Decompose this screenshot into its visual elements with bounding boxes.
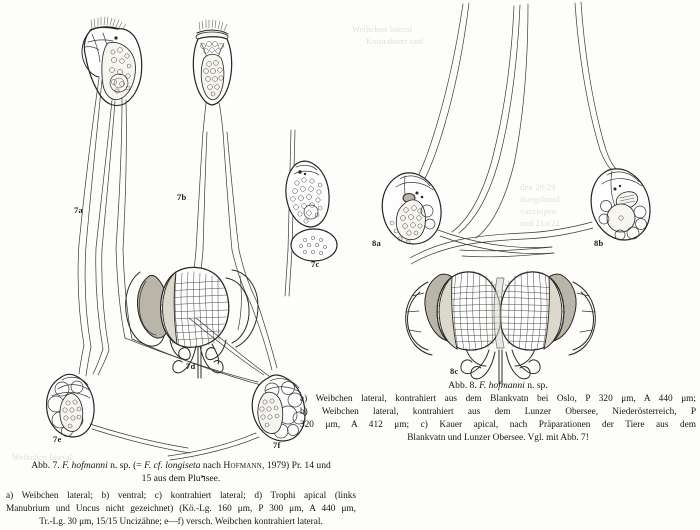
caption-7-line-c: Tr.-Lg. 30 μm, 15/15 Uncizähne; e—f) versch. Weibchen kontrahiert lateral. — [39, 517, 323, 528]
bleed-through-text: Weibchen lateral — [352, 24, 413, 34]
figure-label-7f: 7f — [273, 440, 281, 450]
caption-7-body — [6, 490, 356, 529]
caption-7-species: F. hofmanni — [62, 460, 108, 471]
caption-7-title-line-2: 15 aus dem Pluߤsee. — [141, 472, 221, 484]
figure-label-7e: 7e — [53, 434, 62, 444]
caption-figure-7 — [6, 460, 356, 529]
specimen-7e-drawing — [47, 345, 190, 453]
specimen-7c-drawing — [285, 130, 337, 296]
figure-label-8b: 8b — [594, 238, 604, 248]
trophi-8c-drawing — [406, 271, 596, 384]
caption-8-title-prefix: Abb. 8. — [448, 380, 480, 391]
figure-label-7b: 7b — [177, 192, 187, 202]
setae-7a-lower — [78, 244, 132, 350]
caption-7-title-ref: , 1979) Pr. 14 und — [262, 460, 331, 471]
figure-label-8a: 8a — [372, 238, 382, 248]
caption-8-line-d: Blankvatn und Lunzer Obersee. Vgl. mit Abb. 7! — [407, 432, 589, 443]
caption-8-body — [300, 393, 696, 445]
figure-label-8c: 8c — [450, 366, 459, 376]
specimen-8b-drawing — [524, 2, 650, 240]
caption-7-title-prefix: Abb. 7. — [31, 460, 63, 471]
caption-figure-8 — [300, 380, 696, 445]
bleed-through-text: den 28/29 — [520, 182, 556, 192]
caption-7-synonym: F. cf. longiseta — [144, 460, 201, 471]
bleed-through-text: thingshund — [520, 194, 560, 204]
figure-label-7c: 7c — [311, 259, 320, 269]
caption-7-title-nach: nach — [200, 460, 224, 471]
caption-8-line-c: 320 μm, A 412 μm; c) Kauer apical, nach Präparationen der Tiere aus dem — [300, 419, 696, 430]
caption-7-line-b: Manubrium und Uncus nicht gezeichnet) (Kö.-Lg. 160 μm, P 300 μm, A 440 μm, — [6, 504, 356, 515]
caption-7-line-a: a) Weibchen lateral; b) ventral; c) kontrahiert lateral; d) Trophi apical (links — [6, 491, 356, 502]
caption-8-title-suffix: n. sp. — [524, 380, 548, 391]
specimen-7a-drawing — [79, 17, 142, 249]
figure-label-7a: 7a — [74, 205, 84, 215]
caption-8-line-b: b) Weibchen lateral, kontrahiert aus dem Lunzer Obersee, Niederösterreich, P — [300, 406, 696, 417]
bleed-through-text: Weibchen lateral — [12, 452, 73, 462]
bleed-through-text: vacciopen — [520, 206, 557, 216]
caption-7-title-line-1 — [6, 460, 356, 473]
caption-8-species: F. hofmanni — [479, 380, 525, 391]
specimen-7b-drawing — [193, 20, 239, 250]
caption-8-title — [300, 380, 696, 393]
specimen-8a-drawing — [382, 3, 557, 254]
caption-7-title-mid: n. sp. (= — [107, 460, 145, 471]
bleed-through-text: Kontrahiert und — [366, 36, 424, 46]
caption-8-line-a: a) Weibchen lateral, kontrahiert aus dem Blankvatn bei Oslo, P 320 μm, A 440 μm; — [300, 393, 696, 404]
figure-label-7d: 7d — [186, 361, 196, 371]
caption-7-author: Hofmann — [223, 460, 263, 471]
bleed-through-text: und 21a/22 — [520, 218, 561, 228]
